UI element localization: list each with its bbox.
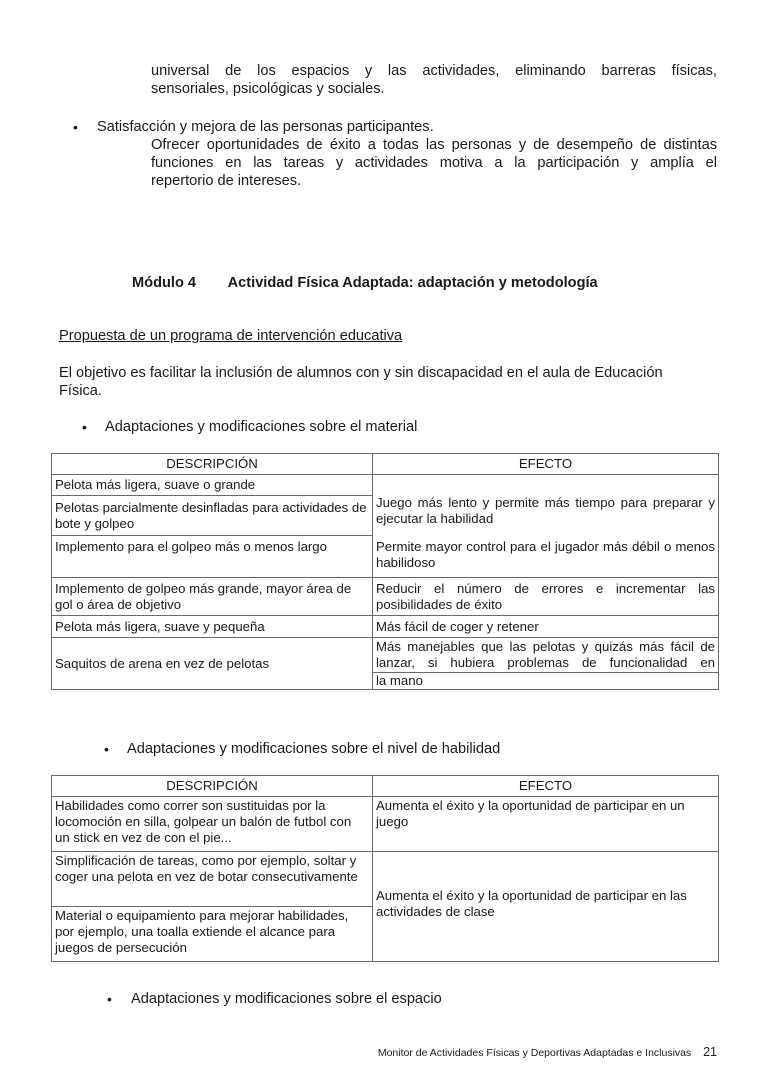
section-subheading: Propuesta de un programa de intervención educativa	[59, 328, 403, 344]
header-effect: EFECTO	[373, 454, 719, 475]
header-description: DESCRIPCIÓN	[52, 776, 373, 797]
intro-continuation	[151, 62, 717, 98]
effect-cell: Más manejables que las pelotas y quizás más fácil de lanzar, si hubiera problemas de funcionalidad en	[373, 638, 719, 673]
table-header-row	[52, 776, 719, 797]
effect-cell: Aumenta el éxito y la oportunidad de participar en un juego	[373, 797, 719, 852]
text-line: universal de los espacios y las actividades, eliminando barreras físicas,	[151, 63, 717, 79]
bullet-title: Satisfacción y mejora de las personas participantes.	[97, 119, 434, 135]
description-cell: Habilidades como correr son sustituidas por la locomoción en silla, golpear un balón de futbol con un stick en vez de con el pie...	[52, 797, 373, 852]
page-footer	[378, 1046, 717, 1059]
table-row	[52, 852, 719, 907]
header-effect: EFECTO	[373, 776, 719, 797]
effect-cell: Juego más lento y permite más tiempo para preparar y ejecutar la habilidad	[373, 475, 719, 536]
page-number: 21	[703, 1045, 717, 1059]
description-cell: Pelota más ligera, suave y pequeña	[52, 616, 373, 638]
description-cell: Pelotas parcialmente desinfladas para actividades de bote y golpeo	[52, 496, 373, 536]
table-row	[52, 638, 719, 673]
text-line: Ofrecer oportunidades de éxito a todas las personas y de desempeño de distintas	[151, 137, 717, 153]
text-line: repertorio de intereses.	[151, 173, 302, 189]
table-row	[52, 536, 719, 578]
effect-cell-continued: la mano	[373, 673, 719, 690]
effect-cell: Más fácil de coger y retener	[373, 616, 719, 638]
bullet-icon: •	[73, 119, 78, 135]
description-cell: Pelota más ligera, suave o grande	[52, 475, 373, 496]
effect-cell: Permite mayor control para el jugador más débil o menos habilidoso	[373, 536, 719, 578]
footer-text: Monitor de Actividades Físicas y Deportivas Adaptadas e Inclusivas	[377, 1047, 692, 1059]
bullet-icon: •	[82, 419, 87, 435]
description-cell: Material o equipamiento para mejorar habilidades, por ejemplo, una toalla extiende el alcance para juegos de persecución	[52, 907, 373, 962]
skill-table	[51, 775, 719, 962]
table-row	[52, 578, 719, 616]
text-line: funciones en las tareas y actividades motiva a la participación y amplía el	[151, 155, 717, 171]
effect-cell: Aumenta el éxito y la oportunidad de participar en las actividades de clase	[373, 852, 719, 962]
material-table	[51, 453, 719, 690]
header-description: DESCRIPCIÓN	[52, 454, 373, 475]
effect-cell: Reducir el número de errores e incrementar las posibilidades de éxito	[373, 578, 719, 616]
module-title: Actividad Física Adaptada: adaptación y metodología	[227, 275, 598, 291]
satisfaction-body	[151, 136, 717, 190]
table-row	[52, 475, 719, 496]
text-line: Física.	[59, 383, 102, 399]
bullet-label: Adaptaciones y modificaciones sobre el espacio	[131, 991, 442, 1007]
table-header-row	[52, 454, 719, 475]
bullet-icon: •	[104, 741, 109, 757]
text-line: El objetivo es facilitar la inclusión de alumnos con y sin discapacidad en el aula de Educación	[59, 365, 663, 381]
description-cell: Simplificación de tareas, como por ejemplo, soltar y coger una pelota en vez de botar consecutivamente	[52, 852, 373, 907]
bullet-label: Adaptaciones y modificaciones sobre el nivel de habilidad	[127, 741, 501, 757]
bullet-label: Adaptaciones y modificaciones sobre el material	[105, 419, 418, 435]
table-row	[52, 797, 719, 852]
bullet-icon: •	[107, 991, 112, 1007]
table-row	[52, 616, 719, 638]
description-cell: Saquitos de arena en vez de pelotas	[52, 638, 373, 690]
description-cell: Implemento para el golpeo más o menos largo	[52, 536, 373, 578]
module-heading	[132, 274, 598, 292]
module-number: Módulo 4	[132, 275, 197, 291]
description-cell: Implemento de golpeo más grande, mayor área de gol o área de objetivo	[52, 578, 373, 616]
text-line: sensoriales, psicológicas y sociales.	[151, 81, 385, 97]
objective-paragraph	[59, 364, 729, 400]
